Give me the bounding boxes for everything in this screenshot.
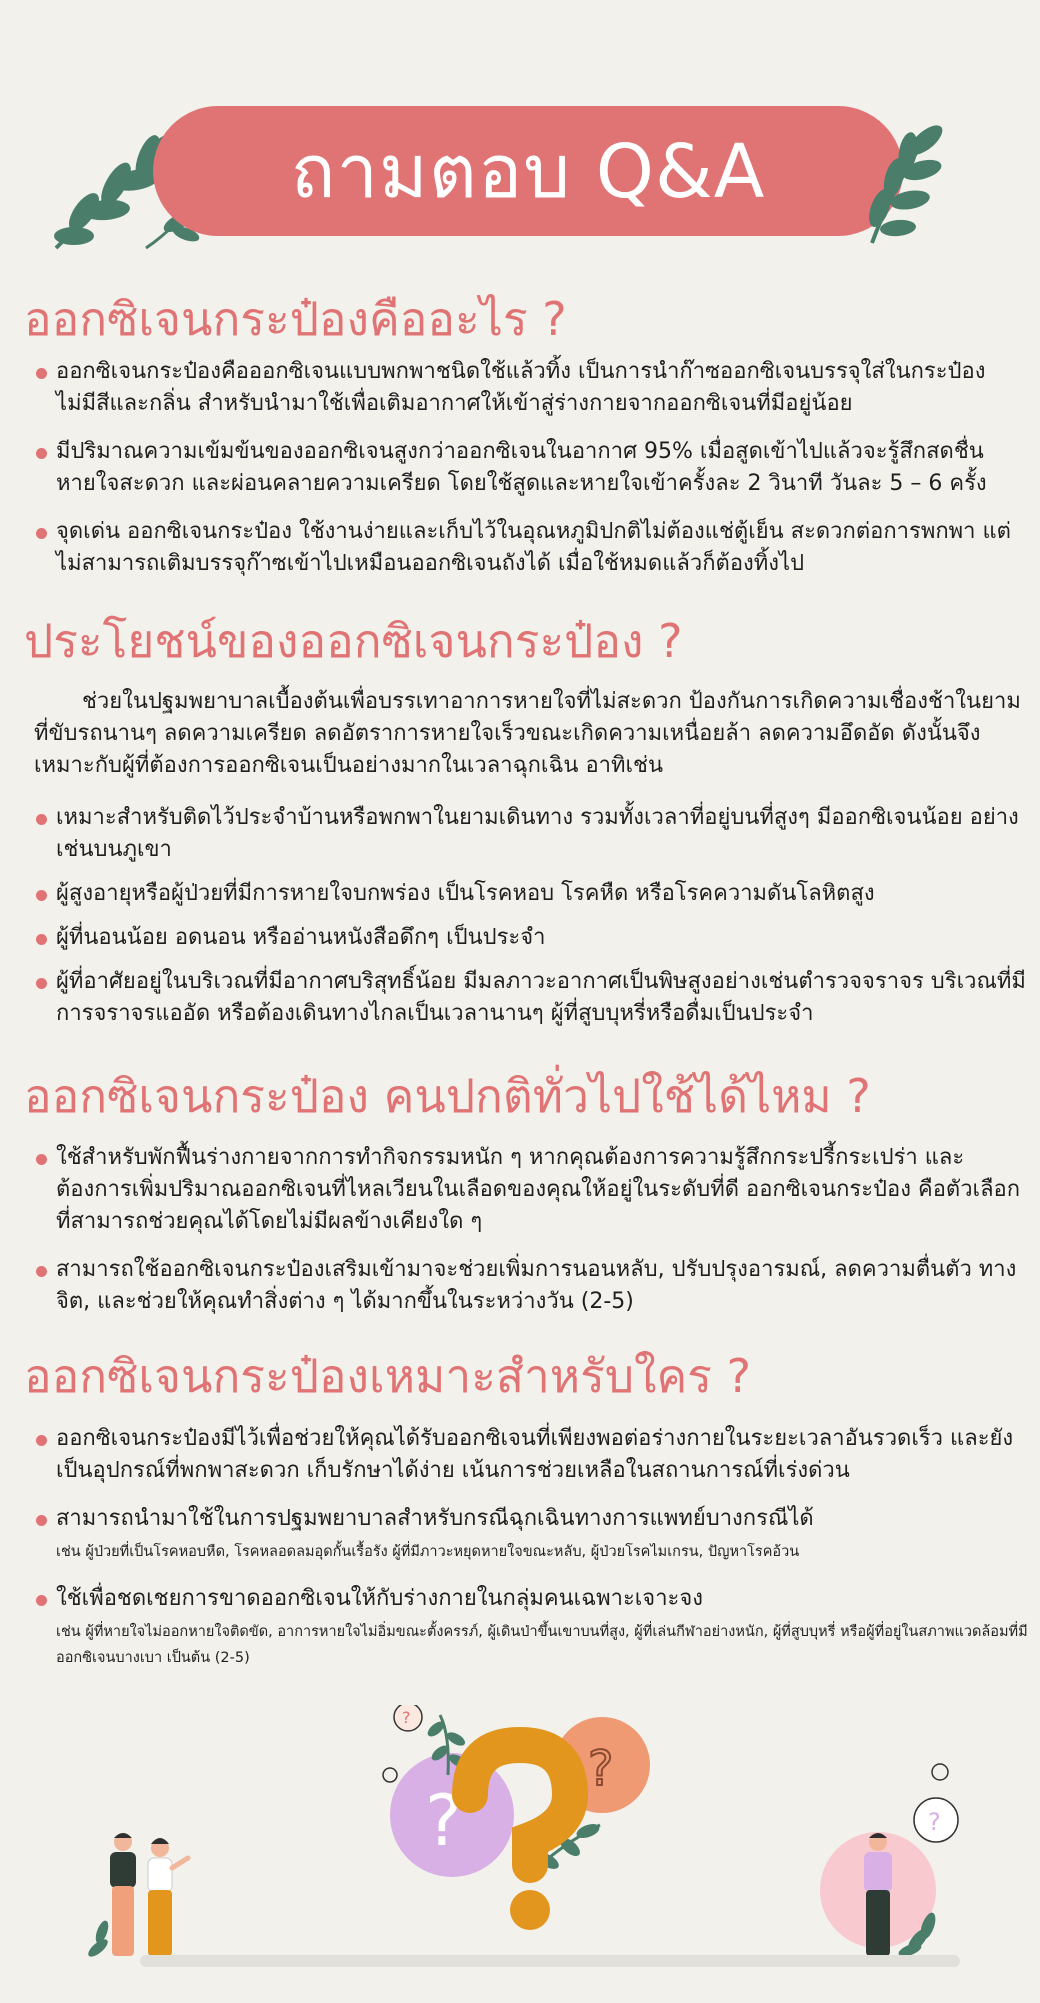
list-item: ออกซิเจนกระป๋องคือออกซิเจนแบบพกพาชนิดใช้แล้วทิ้ง เป็นการนำก๊าซออกซิเจนบรรจุใส่ในกระป๋อง ไม่มีสีและกลิ่น สำหรับนำมาใช้เพื่อเติมอากาศให้เข้าสู่ร่างกายจากออกซิเจนที่มีอยู่น้อย: [30, 356, 1030, 420]
svg-text:?: ?: [588, 1741, 614, 1797]
list-item: ใช้สำหรับพักฟื้นร่างกายจากการทำกิจกรรมหนัก ๆ หากคุณต้องการความรู้สึกกระปรี้กระเปร่า และต้องการเพิ่มปริมาณออกซิเจนที่ไหลเวียนในเลือดของคุณให้อยู่ในระดับที่ดี ออกซิเจนกระป๋อง คือตัวเลือกที่สามารถช่วยคุณได้โดยไม่มีผลข้างเคียงใด ๆ: [30, 1142, 1030, 1238]
list-item: มีปริมาณความเข้มข้นของออกซิเจนสูงกว่าออกซิเจนในอากาศ 95% เมื่อสูดเข้าไปแล้วจะรู้สึกสดชื่น หายใจสะดวก และผ่อนคลายความเครียด โดยใช้สูดและหายใจเข้าครั้งละ 2 วินาที วันละ 5 – 6 ครั้ง: [30, 436, 1030, 500]
list-item: จุดเด่น ออกซิเจนกระป๋อง ใช้งานง่ายและเก็บไว้ในอุณหภูมิปกติไม่ต้องแช่ตู้เย็น สะดวกต่อการพกพา แต่ไม่สามารถเติมบรรจุก๊าซเข้าไปเหมือนออกซิเจนถังได้ เมื่อใช้หมดแล้วก็ต้องทิ้งไป: [30, 516, 1030, 580]
ground-shadow: [140, 1955, 960, 1967]
page-title: ถามตอบ Q&A: [290, 129, 766, 215]
list-item: สามารถใช้ออกซิเจนกระป๋องเสริมเข้ามาจะช่วยเพิ่มการนอนหลับ, ปรับปรุงอารมณ์, ลดความตื่นตัว ทางจิต, และช่วยให้คุณทำสิ่งต่าง ๆ ได้มากขึ้นในระหว่างวัน (2-5): [30, 1254, 1030, 1318]
section-title-who-for: ออกซิเจนกระป๋องเหมาะสำหรับใคร ?: [24, 1349, 752, 1403]
section-list-normal-use: [30, 1142, 1030, 1318]
thinking-person-illustration: [818, 1750, 968, 1970]
section-title-benefits: ประโยชน์ของออกซิเจนกระป๋อง ?: [24, 614, 683, 668]
list-item-text: ใช้เพื่อชดเชยการขาดออกซิเจนให้กับร่างกายในกลุ่มคนเฉพาะเจาะจง: [56, 1586, 704, 1611]
benefits-paragraph: ช่วยในปฐมพยาบาลเบื้องต้นเพื่อบรรเทาอาการหายใจที่ไม่สะดวก ป้องกันการเกิดความเชื่องช้าในยามที่ขับรถนานๆ ลดความเครียด ลดอัตราการหายใจเร็วขณะเกิดความเหนื่อยล้า ลดความอึดอัด ดังนั้นจึงเหมาะกับผู้ที่ต้องการออกซิเจนเป็นอย่างมากในเวลาฉุกเฉิน อาทิเช่น: [34, 689, 1021, 778]
list-item-text: ออกซิเจนกระป๋องมีไว้เพื่อช่วยให้คุณได้รับออกซิเจนที่เพียงพอต่อร่างกายในระยะเวลาอันรวดเร็ว และยังเป็นอุปกรณ์ที่พกพาสะดวก เก็บรักษาได้ง่าย เน้นการช่วยเหลือในสถานการณ์ที่เร่งด่วน: [56, 1426, 1014, 1483]
list-item-text: สามารถนำมาใช้ในการปฐมพยาบาลสำหรับกรณีฉุกเฉินทางการแพทย์บางกรณีได้: [56, 1506, 814, 1531]
section-title-what-is: ออกซิเจนกระป๋องคืออะไร ?: [24, 292, 567, 346]
title-banner: [153, 106, 903, 236]
section-list-benefits: [30, 802, 1030, 1030]
list-item: ผู้ที่นอนน้อย อดนอน หรืออ่านหนังสือดึกๆ เป็นประจำ: [30, 922, 1030, 954]
list-item: เหมาะสำหรับติดไว้ประจำบ้านหรือพกพาในยามเดินทาง รวมทั้งเวลาที่อยู่บนที่สูงๆ มีออกซิเจนน้อย อย่างเช่นบนภูเขา: [30, 802, 1030, 866]
svg-text:?: ?: [425, 1780, 463, 1862]
list-item: ผู้สูงอายุหรือผู้ป่วยที่มีการหายใจบกพร่อง เป็นโรคหอบ โรคหืด หรือโรคความดันโลหิตสูง: [30, 878, 1030, 910]
people-illustration: [88, 1828, 228, 1968]
list-item-note: เช่น ผู้ป่วยที่เป็นโรคหอบหืด, โรคหลอดลมอุดกั้นเรื้อรัง ผู้ที่มีภาวะหยุดหายใจขณะหลับ, ผู้ป่วยโรคไมเกรน, ปัญหาโรคอ้วน: [56, 1544, 800, 1560]
svg-text:?: ?: [402, 1708, 411, 1727]
question-mark-icon: [370, 1705, 650, 1935]
section-list-what-is: [30, 356, 1030, 580]
list-item-note: เช่น ผู้ที่หายใจไม่ออกหายใจติดขัด, อาการหายใจไม่อิ่มขณะตั้งครรภ์, ผู้เดินป่าขึ้นเขาบนที่สูง, ผู้ที่เล่นกีฬาอย่างหนัก, ผู้ที่สูบบุหรี่ หรือผู้ที่อยู่ในสภาพแวดล้อมที่มีออกซิเจนบางเบา เป็นต้น (2-5): [56, 1624, 1028, 1666]
leaf-branch-right-icon: [842, 118, 952, 248]
list-item: [30, 1423, 1030, 1487]
section-title-normal-use: ออกซิเจนกระป๋อง คนปกติทั่วไปใช้ได้ไหม ?: [24, 1069, 871, 1123]
list-item: ผู้ที่อาศัยอยู่ในบริเวณที่มีอากาศบริสุทธิ์น้อย มีมลภาวะอากาศเป็นพิษสูงอย่างเช่นตำรวจจราจร บริเวณที่มีการจราจรแออัด หรือต้องเดินทางไกลเป็นเวลานานๆ ผู้ที่สูบบุหรี่หรือดื่มเป็นประจำ: [30, 966, 1030, 1030]
svg-text:?: ?: [928, 1808, 941, 1836]
list-item: [30, 1503, 1030, 1565]
section-list-who-for: [30, 1423, 1030, 1671]
list-item: [30, 1583, 1030, 1671]
